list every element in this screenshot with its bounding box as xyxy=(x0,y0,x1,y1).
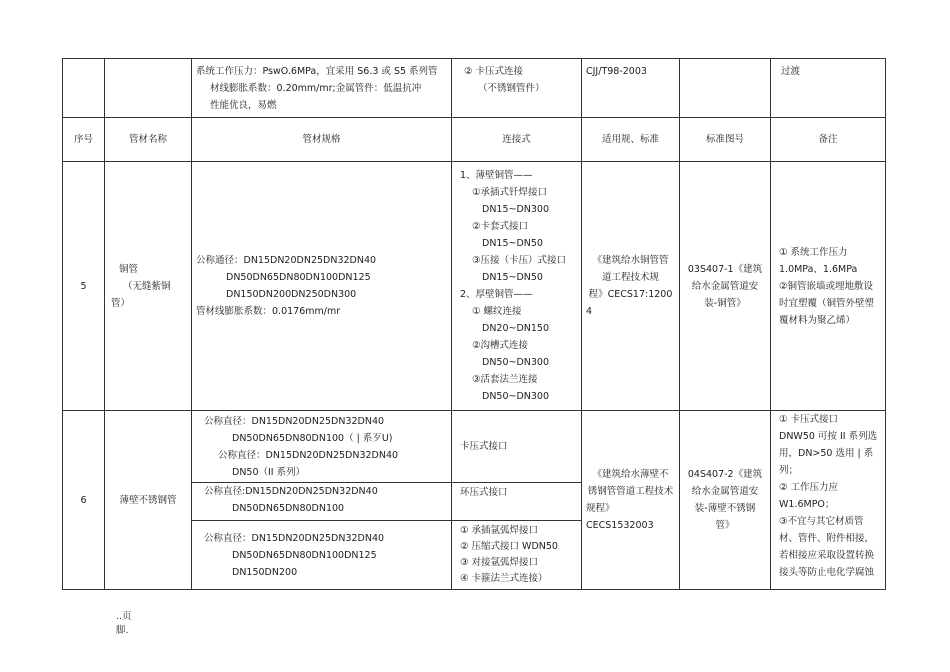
header-name: 管材名称 xyxy=(105,118,192,162)
table-row xyxy=(63,59,886,118)
cell-standard xyxy=(582,59,680,118)
cell-empty xyxy=(105,59,192,118)
conn-line: DN50~DN300 xyxy=(482,357,550,368)
spec-line: 系统工作压力：PswO.6MPa，宜采用 S6.3 或 S5 系列管 xyxy=(196,66,438,77)
drawing-line: 给水金属管道安 xyxy=(691,280,759,292)
standard-line: 4 xyxy=(586,306,593,317)
standard-text: CJJ/T98-2003 xyxy=(586,66,647,77)
row-number: 6 xyxy=(63,411,105,590)
spec-line: DN50DN65DN80DN100DN125 xyxy=(226,272,371,283)
note-line: ① 卡压式接口 xyxy=(779,414,839,425)
spec-line: 公称直径：DN15DN20DN25DN32DN40 xyxy=(204,415,385,427)
cell-drawing xyxy=(680,411,771,590)
conn-text: 卡压式接口 xyxy=(460,441,508,452)
table-header-row xyxy=(63,118,886,162)
note-line: 1.0MPa、1.6MPa xyxy=(779,263,858,275)
conn-line: ② 压缩式接口 WDN50 xyxy=(460,541,558,552)
standard-line: CECS1532003 xyxy=(586,520,654,531)
conn-line: DN15~DN50 xyxy=(482,238,543,249)
drawing-line: 装-铜管》 xyxy=(704,297,746,309)
cell-empty xyxy=(63,59,105,118)
drawing-line: 04S407-2《建筑 xyxy=(687,469,763,480)
note-line: 接头等防止电化学腐蚀 xyxy=(779,567,875,578)
spec-line: DN50DN65DN80DN100DN125 xyxy=(232,549,377,561)
cell-note xyxy=(771,411,886,590)
header-spec: 管材规格 xyxy=(192,118,452,162)
conn-line: 2、厚壁铜管—— xyxy=(460,289,533,300)
spec-line: DN50DN65DN80DN100 xyxy=(232,503,345,514)
note-line: 若相接应采取设置转换 xyxy=(779,550,875,561)
spec-line: 公称直径：DN15DN20DN25DN32DN40 xyxy=(218,449,399,461)
spec-line: 公称直径:DN15DN20DN25DN32DN40 xyxy=(204,486,378,497)
cell-connection xyxy=(452,483,582,521)
spec-line: 公称通径：DN15DN20DN25DN32DN40 xyxy=(196,255,377,266)
name-line: （无缝紫铜 xyxy=(123,280,171,292)
note-line: ① 系统工作压力 xyxy=(779,246,848,258)
spec-line: DN150DN200 xyxy=(232,566,298,578)
table-row xyxy=(63,162,886,411)
cell-empty xyxy=(680,59,771,118)
note-line: 时宜塑覆（铜管外壁塑 xyxy=(779,297,875,309)
conn-line: ③活套法兰连接 xyxy=(472,374,538,385)
conn-line: ② 卡压式连接 xyxy=(464,66,524,77)
spec-line: DN50DN65DN80DN100（ | 系歹U) xyxy=(232,432,393,444)
note-line: ②铜管嵌墙或埋地敷设 xyxy=(779,280,874,292)
conn-line: DN15~DN300 xyxy=(482,204,550,215)
standard-line: 《建筑给水铜管管 xyxy=(592,255,669,266)
conn-text: 环压式接口 xyxy=(460,487,508,498)
cell-spec xyxy=(192,483,452,521)
spec-line: DN150DN200DN250DN300 xyxy=(226,289,357,300)
conn-line: ① 承插氩弧焊接口 xyxy=(460,525,539,536)
conn-line: ① 螺纹连接 xyxy=(472,306,522,317)
footer-line: 脚. xyxy=(116,625,129,636)
cell-spec xyxy=(192,59,452,118)
drawing-line: 管》 xyxy=(715,520,735,531)
conn-line: ②沟槽式连接 xyxy=(472,340,529,351)
standard-line: 规程》 xyxy=(586,503,615,514)
conn-line: ②卡套式接口 xyxy=(472,221,529,232)
spec-line: 材线膨胀系数：0.20mm/mr;金属管件：低温抗冲 xyxy=(210,83,422,94)
cell-note xyxy=(771,59,886,118)
conn-line: ④ 卡箍法兰式连接） xyxy=(460,573,548,584)
table-row xyxy=(63,411,886,483)
row-number: 5 xyxy=(63,162,105,411)
cell-pipe-name xyxy=(105,162,192,411)
note-line: ② 工作压力应 xyxy=(779,482,839,493)
drawing-line: 装-薄壁不锈钢 xyxy=(694,503,756,514)
cell-connection xyxy=(452,411,582,483)
standard-line: 道工程技术规 xyxy=(601,272,659,283)
pipe-spec-table xyxy=(62,58,886,590)
conn-line: ①承插式钎焊接口 xyxy=(472,187,548,198)
cell-connection xyxy=(452,521,582,590)
cell-standard xyxy=(582,162,680,411)
cell-note xyxy=(771,162,886,411)
conn-line: 1、薄壁铜管—— xyxy=(460,170,533,181)
spec-line: 公称直径：DN15DN20DN25DN32DN40 xyxy=(204,532,385,544)
header-drawing: 标准图号 xyxy=(680,118,771,162)
standard-line: 锈钢管管道工程技术 xyxy=(587,486,674,497)
header-no: 序号 xyxy=(63,118,105,162)
conn-line: （不锈钢管件） xyxy=(478,83,545,94)
spec-line: 管材线膨胀系数：0.0176mm/mr xyxy=(196,306,341,317)
footer-line: ..页 xyxy=(116,611,132,622)
drawing-line: 03S407-1《建筑 xyxy=(687,263,763,275)
cell-spec xyxy=(192,411,452,483)
conn-line: ③ 对接氩弧焊接口 xyxy=(460,557,539,568)
header-standard: 适用规、标准 xyxy=(582,118,680,162)
standard-line: 程》CECS17:1200 xyxy=(588,289,673,300)
spec-line: 性能优良，易燃 xyxy=(210,100,277,111)
cell-standard xyxy=(582,411,680,590)
note-line: 材、管件、附件相接， xyxy=(779,533,875,544)
drawing-line: 给水金属管道安 xyxy=(691,486,759,497)
cell-pipe-name: 薄壁不锈钢管 xyxy=(105,411,192,590)
note-line: ③不宜与其它材质管 xyxy=(779,516,864,527)
cell-spec xyxy=(192,162,452,411)
header-note: 备注 xyxy=(771,118,886,162)
name-line: 管） xyxy=(111,297,131,309)
cell-spec xyxy=(192,521,452,590)
note-text: 过渡 xyxy=(781,66,801,77)
page-footer xyxy=(116,610,132,638)
conn-line: DN20~DN150 xyxy=(482,323,550,334)
cell-drawing xyxy=(680,162,771,411)
conn-line: DN50~DN300 xyxy=(482,391,550,402)
conn-line: DN15~DN50 xyxy=(482,272,543,283)
note-line: 覆材料为聚乙烯） xyxy=(779,314,856,326)
conn-line: ③压接（卡压）式接口 xyxy=(472,255,567,266)
note-line: 用，DN>50 选用 | 系 xyxy=(779,448,874,459)
standard-line: 《建筑给水薄壁不 xyxy=(592,469,669,480)
spec-line: DN50（II 系列） xyxy=(232,466,306,478)
header-connection: 连接式 xyxy=(452,118,582,162)
note-line: 列； xyxy=(779,465,799,476)
note-line: DNW50 可按 II 系列选 xyxy=(779,431,878,442)
name-line: 铜管 xyxy=(119,263,139,275)
cell-connection xyxy=(452,162,582,411)
note-line: W1.6MPO； xyxy=(779,499,835,510)
cell-connection xyxy=(452,59,582,118)
